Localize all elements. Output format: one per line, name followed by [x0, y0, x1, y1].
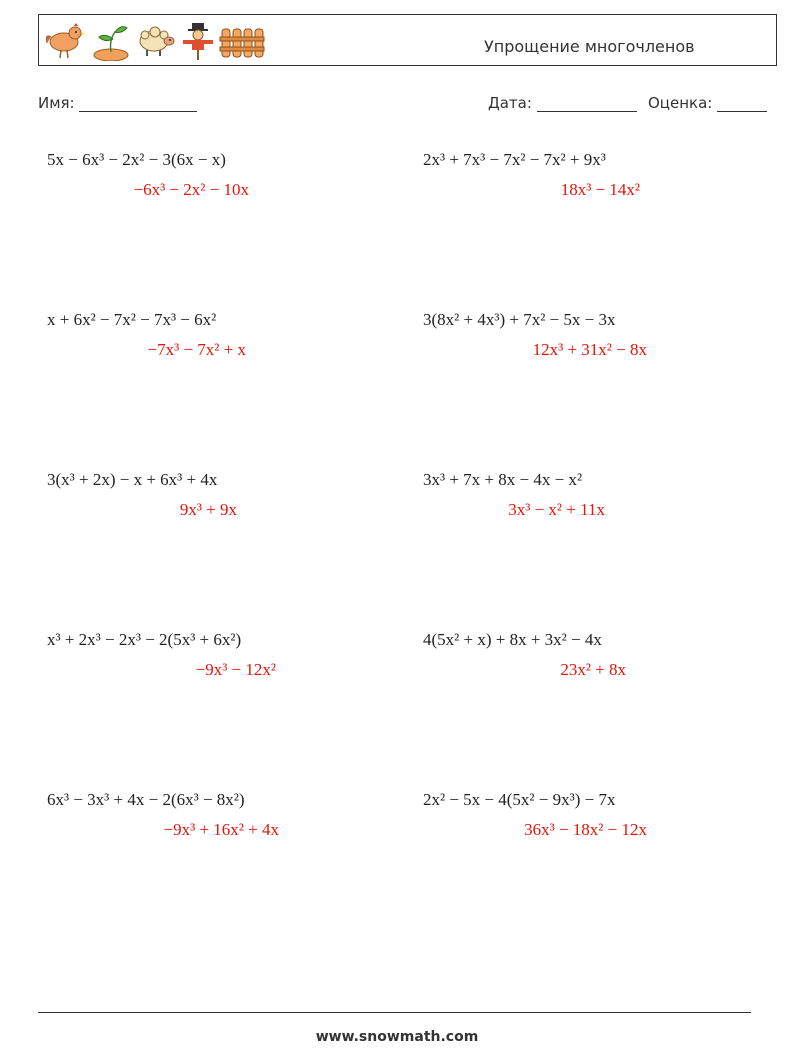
problem-3: x + 6x² − 7x² − 7x³ − 6x² — [47, 310, 217, 329]
answer-2: 18x³ − 14x² — [560, 180, 640, 199]
header-box — [38, 14, 777, 66]
problem-7: x³ + 2x³ − 2x³ − 2(5x³ + 6x²) — [47, 630, 242, 649]
problem-8: 4(5x² + x) + 8x + 3x² − 4x — [423, 630, 602, 649]
answer-8: 23x² + 8x — [560, 660, 626, 679]
header-icons — [43, 21, 265, 61]
answer-6: 3x³ − x² + 11x — [508, 500, 605, 519]
problem-1: 5x − 6x³ − 2x² − 3(6x − x) — [47, 150, 226, 169]
sprout-icon — [89, 21, 131, 61]
date-label: Дата: — [488, 94, 532, 112]
worksheet-title: Упрощение многочленов — [484, 37, 695, 56]
date-field — [488, 94, 637, 112]
answer-5: 9x³ + 9x — [179, 500, 237, 519]
problem-6: 3x³ + 7x + 8x − 4x − x² — [423, 470, 583, 489]
fence-icon — [219, 21, 265, 61]
scarecrow-icon — [181, 21, 215, 61]
grade-label: Оценка: — [648, 94, 713, 112]
answer-3: −7x³ − 7x² + x — [147, 340, 246, 359]
name-input-line[interactable] — [79, 97, 197, 112]
grade-input-line[interactable] — [717, 97, 767, 112]
name-label: Имя: — [38, 94, 75, 112]
problem-5: 3(x³ + 2x) − x + 6x³ + 4x — [47, 470, 218, 489]
answer-4: 12x³ + 31x² − 8x — [532, 340, 647, 359]
problem-10: 2x² − 5x − 4(5x² − 9x³) − 7x — [423, 790, 616, 809]
answer-10: 36x³ − 18x² − 12x — [524, 820, 647, 839]
chicken-icon — [43, 21, 85, 61]
answer-7: −9x³ − 12x² — [195, 660, 276, 679]
footer-website[interactable]: www.snowmath.com — [315, 1029, 479, 1045]
answer-9: −9x³ + 16x² + 4x — [163, 820, 279, 839]
footer-divider — [38, 1012, 751, 1013]
grade-field — [648, 94, 767, 112]
problem-2: 2x³ + 7x³ − 7x² − 7x² + 9x³ — [423, 150, 606, 169]
date-input-line[interactable] — [537, 97, 637, 112]
problem-4: 3(8x² + 4x³) + 7x² − 5x − 3x — [423, 310, 616, 329]
sheep-icon — [135, 21, 177, 61]
name-field — [38, 94, 197, 112]
answer-1: −6x³ − 2x² − 10x — [133, 180, 249, 199]
problem-9: 6x³ − 3x³ + 4x − 2(6x³ − 8x²) — [47, 790, 245, 809]
